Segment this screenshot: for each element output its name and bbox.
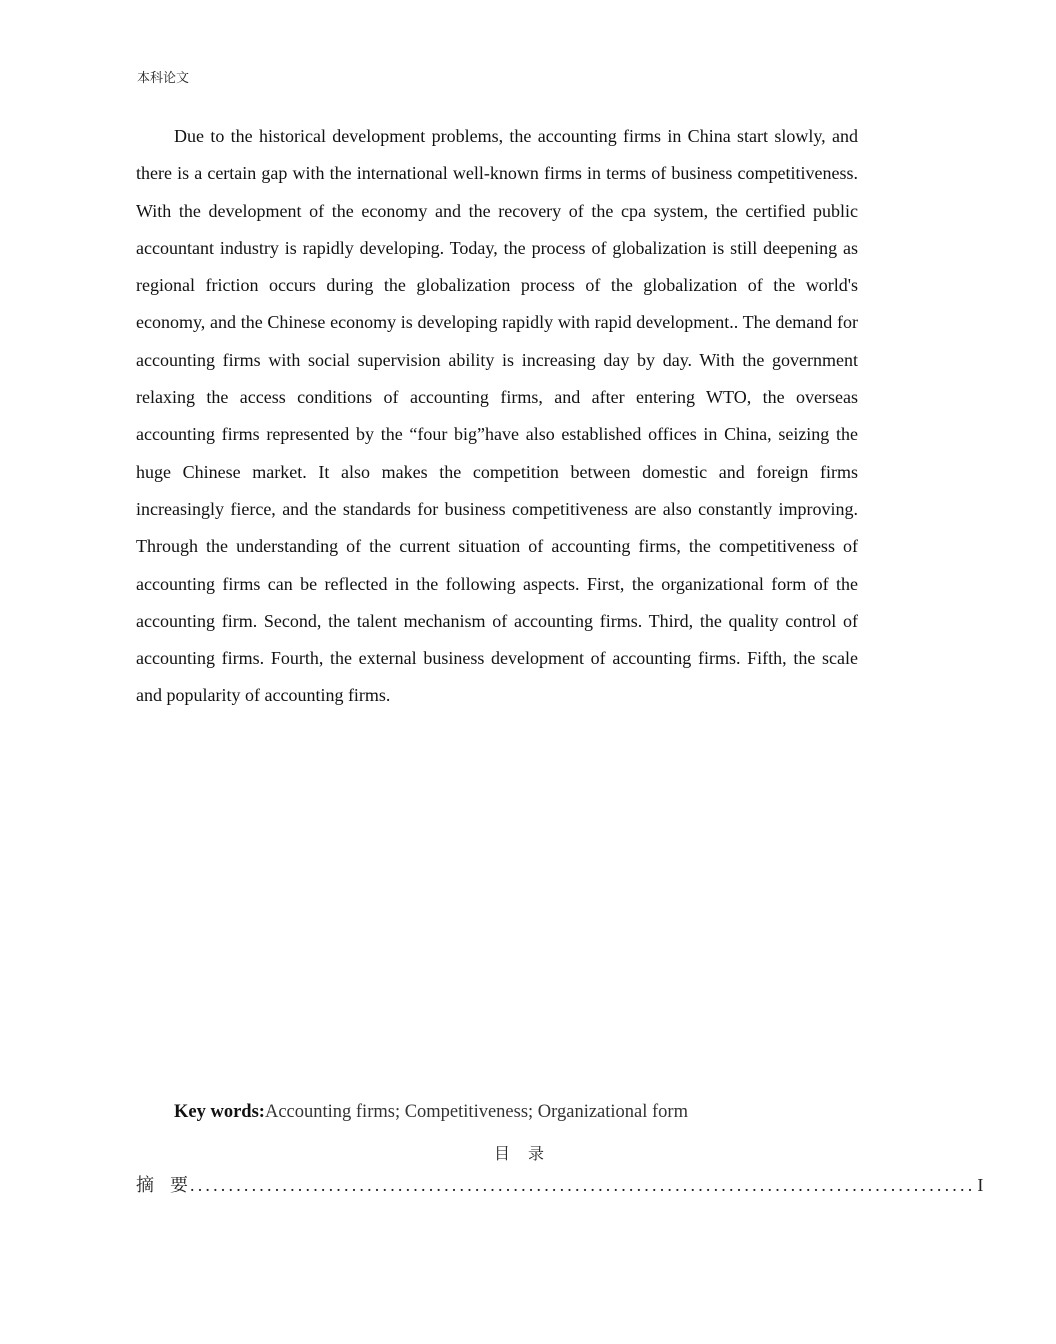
toc-title: 目录 <box>493 1144 562 1163</box>
keywords-label: Key words: <box>174 1102 265 1122</box>
toc-entry-label: 摘要 <box>136 1175 204 1196</box>
toc-entry[interactable] <box>136 1171 984 1197</box>
running-header: 本科论文 <box>137 71 190 86</box>
keywords-value: Accounting firms; Competitiveness; Organizational form <box>264 1102 688 1122</box>
abstract-paragraph: Due to the historical development problems, the accounting firms in China start slowly, and there is a certain gap with the international well-known firms in terms of business competitiveness. With the development of the economy and the recovery of the cpa system, the certified public accountant industry is rapidly developing. Today, the process of globalization is still deepening as regional friction occurs during the globalization process of the globalization of the world's economy, and the Chinese economy is developing rapidly with rapid development.. The demand for accounting firms with social supervision ability is increasing day by day. With the government relaxing the access conditions of accounting firms, and after entering WTO, the overseas accounting firms represented by the “four big”have also established offices in China, seizing the huge Chinese market. It also makes the competition between domestic and foreign firms increasingly fierce, and the standards for business competitiveness are also constantly improving. Through the understanding of the current situation of accounting firms, the competitiveness of accounting firms can be reflected in the following aspects. First, the organizational form of the accounting firm. Second, the talent mechanism of accounting firms. Third, the quality control of accounting firms. Fourth, the external business development of accounting firms. Fifth, the scale and popularity of accounting firms. <box>136 126 858 706</box>
toc-entry-leader: ...................................................................................................... <box>190 1175 976 1195</box>
toc-entry-page: I <box>977 1175 984 1195</box>
keywords-line <box>174 1102 688 1123</box>
